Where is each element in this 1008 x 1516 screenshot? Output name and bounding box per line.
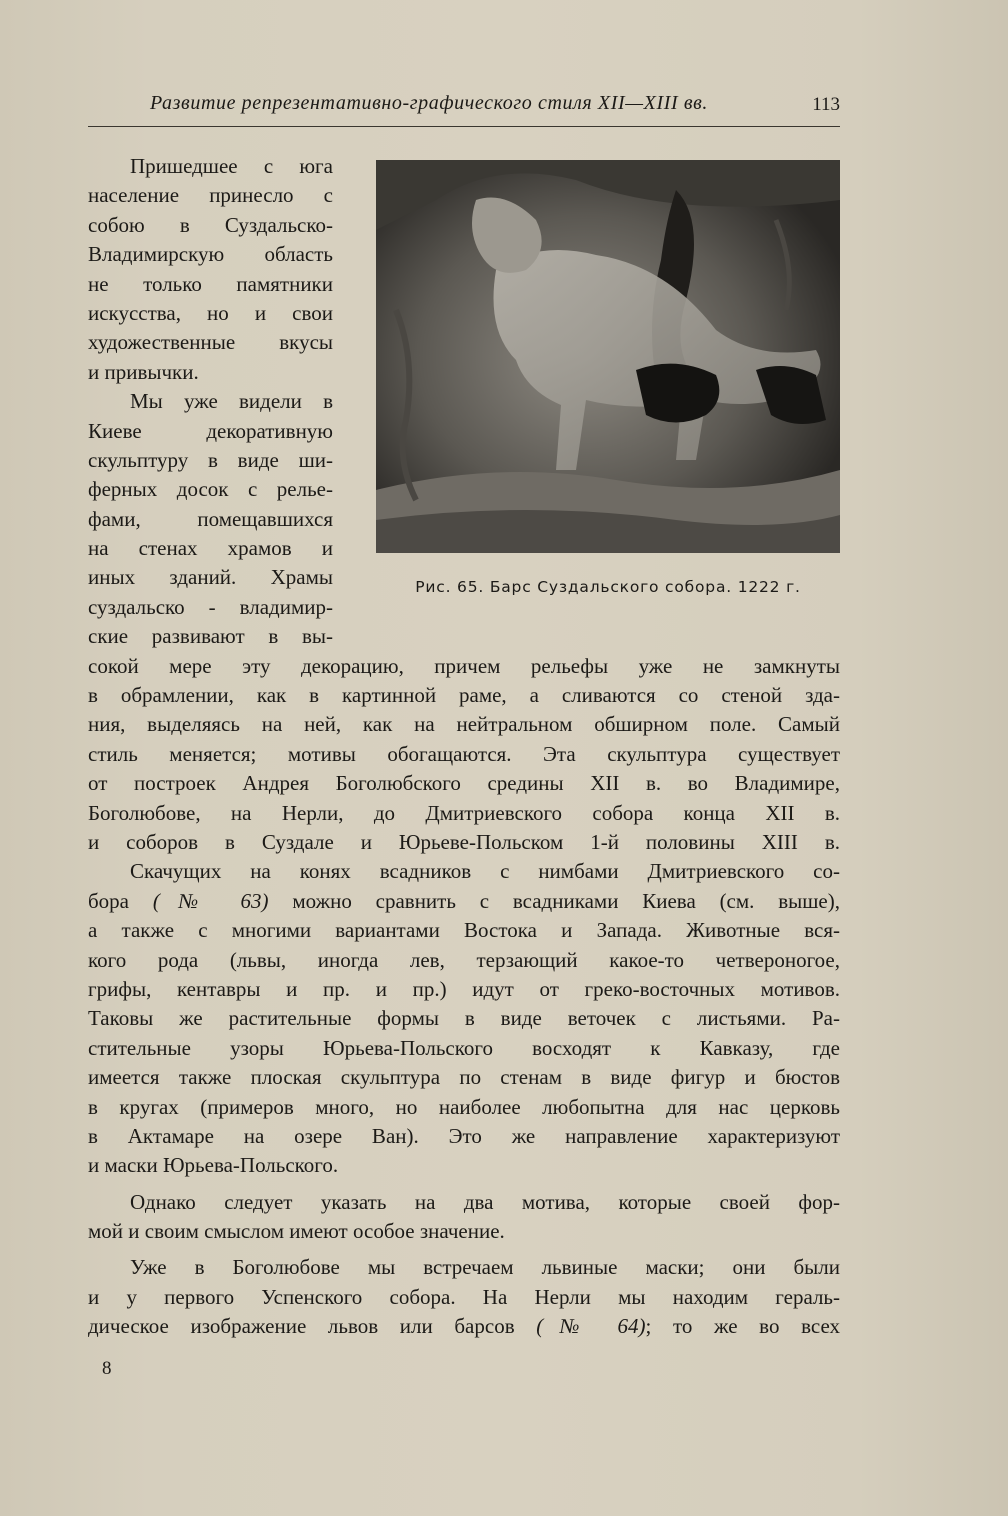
text-line: скульптуру в виде ши-	[88, 447, 333, 472]
running-head	[88, 92, 840, 122]
text-line: Таковы же растительные формы в виде веточек с листьями. Ра-	[88, 1006, 840, 1031]
text-line: кого рода (львы, иногда лев, терзающий какое-то четвероногое,	[88, 947, 840, 972]
text-fragment: бора	[88, 888, 153, 913]
text-line: имеется также плоская скульптура по стенам в виде фигур и бюстов	[88, 1065, 840, 1090]
text-fragment: можно сравнить с всадниками Киева (см. выше),	[268, 888, 840, 913]
paragraph-gap	[88, 1181, 840, 1188]
text-line: и маски Юрьева-Польского.	[88, 1153, 339, 1178]
text-line: искусства, но и свои	[88, 300, 333, 325]
text-line: Уже в Боголюбове мы встречаем львиные маски; они были	[130, 1255, 840, 1280]
text-line: Скачущих на конях всадников с нимбами Дмитриевского со-	[130, 859, 840, 884]
text-line: сокой мере эту декорацию, причем рельефы уже не замкнуты	[88, 653, 840, 678]
signature-mark: 8	[102, 1358, 112, 1379]
body-text	[88, 152, 840, 1342]
text-line: и соборов в Суздале и Юрьеве-Польском 1-й половины XIII в.	[88, 829, 840, 854]
text-line: Боголюбове, на Нерли, до Дмитриевского собора конца XII в.	[88, 800, 840, 825]
text-line: ния, выделяясь на ней, как на нейтральном обширном поле. Самый	[88, 712, 840, 737]
text-line: Владимирскую область	[88, 242, 333, 267]
text-line: ские развивают в вы-	[88, 624, 333, 649]
figure-reference: (№ 63)	[152, 888, 269, 913]
text-line	[88, 1312, 840, 1341]
header-rule	[88, 126, 840, 127]
text-line: Киеве декоративную	[88, 418, 333, 443]
figure-caption: Рис. 65. Барс Суздальского собора. 1222 г.	[415, 578, 801, 596]
text-line: не только памятники	[88, 271, 333, 296]
text-line: от построек Андрея Боголюбского средины XII в. во Владимире,	[88, 771, 840, 796]
text-line: Пришедшее с юга	[130, 154, 333, 178]
text-line: Однако следует указать на два мотива, которые своей фор-	[130, 1189, 840, 1214]
text-line: иных зданий. Храмы	[88, 565, 333, 590]
text-line: на стенах храмов и	[88, 536, 333, 561]
text-line: мой и своим смыслом имеют особое значение.	[88, 1219, 505, 1244]
text-line: в обрамлении, как в картинной раме, а сливаются со стеной зда-	[88, 683, 840, 708]
text-line: суздальско - владимир-	[88, 594, 333, 619]
text-line: стительные узоры Юрьева-Польского восходят к Кавказу, где	[88, 1035, 840, 1060]
text-line	[88, 887, 840, 916]
text-line: стиль меняется; мотивы обогащаются. Эта скульптура существует	[88, 741, 840, 766]
text-line: Мы уже видели в	[130, 389, 333, 414]
text-line: и у первого Успенского собора. На Нерли мы находим гераль-	[88, 1284, 840, 1309]
text-line: в кругах (примеров много, но наиболее любопытна для нас церковь	[88, 1094, 840, 1119]
text-line: в Актамаре на озере Ван). Это же направление характеризуют	[88, 1123, 840, 1148]
page-number: 113	[812, 94, 840, 115]
text-line: и привычки.	[88, 359, 199, 384]
text-line: фами, помещавшихся	[88, 506, 333, 531]
text-line: а также с многими вариантами Востока и Запада. Животные вся-	[88, 918, 840, 943]
paragraph-gap	[88, 1246, 840, 1253]
text-line: грифы, кентавры и пр. и пр.) идут от греко-восточных мотивов.	[88, 976, 840, 1001]
text-line: собою в Суздальско-	[88, 212, 333, 237]
text-line: художественные вкусы	[88, 330, 333, 355]
text-line: ферных досок с релье-	[88, 477, 333, 502]
text-line: население принесло с	[88, 183, 333, 208]
text-fragment: дическое изображение львов или барсов	[88, 1314, 537, 1339]
figure-reference: (№ 64)	[536, 1314, 646, 1339]
running-title: Развитие репрезентативно-графического стиля XII—XIII вв.	[150, 92, 708, 114]
text-fragment: ; то же во всех	[645, 1314, 840, 1339]
